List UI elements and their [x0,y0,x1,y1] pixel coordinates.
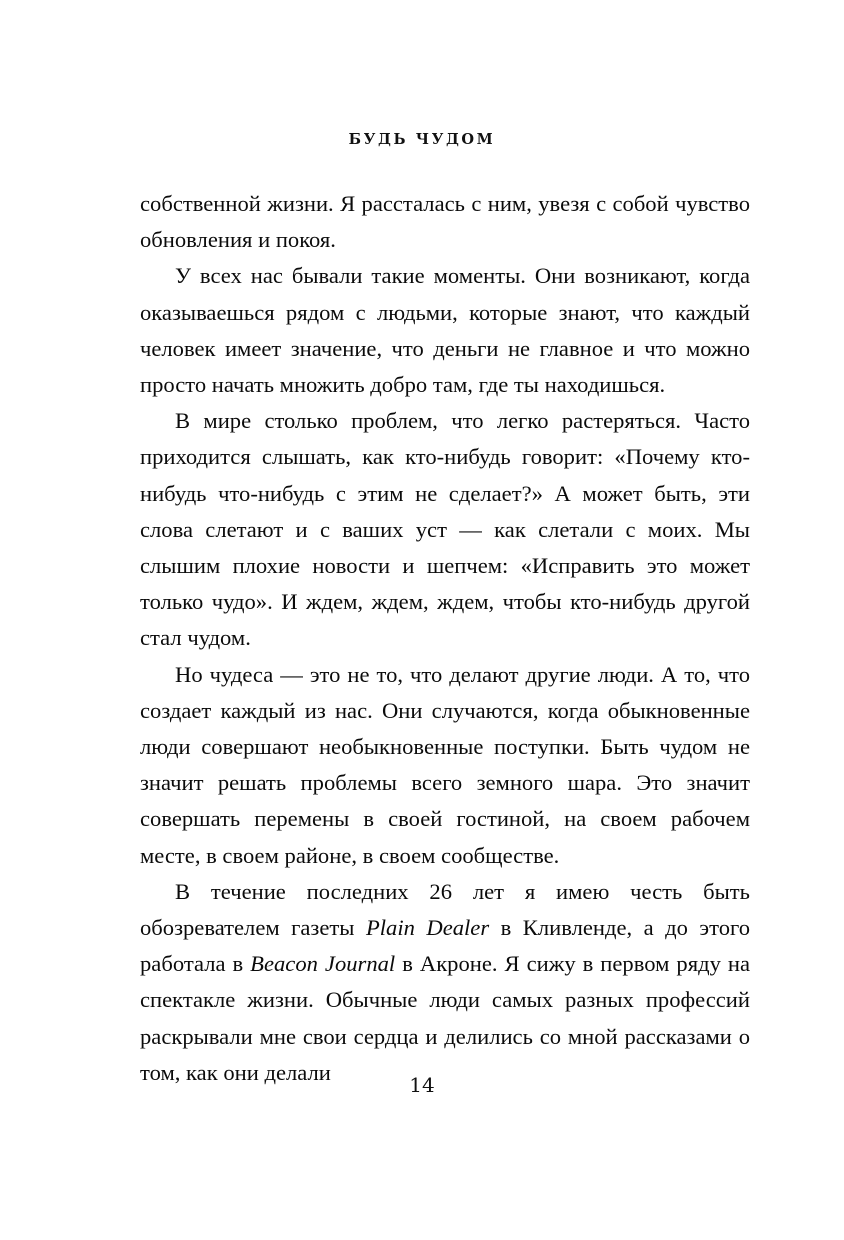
text-run: В мире столько проблем, что легко растеряться. Часто приходится слышать, как кто-нибудь говорит: «Почему кто-нибудь что-нибудь с этим не сделает?» А может быть, эти слова слетают и с ваших уст — как слетали с моих. Мы слышим плохие новости и шепчем: «Исправить это может только чудо». И ждем, ждем, ждем, чтобы кто-нибудь другой стал чудом. [140,408,750,651]
italic-title: Beacon Journal [250,951,396,977]
running-head: БУДЬ ЧУДОМ [348,131,496,148]
text-run: В течение последних 26 лет я имею честь быть обозревателем газеты [140,878,750,941]
paragraph [140,186,750,258]
paragraph [140,403,750,656]
page-number: 14 [409,1073,435,1097]
body-text [140,186,750,1091]
text-run: У всех нас бывали такие моменты. Они возникают, когда оказываешься рядом с людьми, которые знают, что каждый человек имеет значение, что деньги не главное и что можно просто начать множить добро там, где ты находишься. [140,263,750,398]
text-run: Но чудеса — это не то, что делают другие люди. А то, что создает каждый из нас. Они случаются, когда обыкновенные люди совершают необыкновенные поступки. Быть чудом не значит решать проблемы всего земного шара. Это значит совершать перемены в своей гостиной, на своем рабочем месте, в своем районе, в своем сообществе. [140,661,750,868]
text-run: собственной жизни. Я рассталась с ним, увезя с собой чувство обновления и покоя. [140,191,750,253]
paragraph [140,258,750,403]
text-run: в Кливленде, а до этого работала в [140,915,750,977]
text-run: в Акроне. Я сижу в первом ряду на спектакле жизни. Обычные люди самых разных профессий раскрывали мне свои сердца и делились со мной рассказами о том, как они делали [140,951,750,1085]
italic-title: Plain Dealer [365,915,490,941]
paragraph [140,874,750,1091]
paragraph [140,657,750,874]
